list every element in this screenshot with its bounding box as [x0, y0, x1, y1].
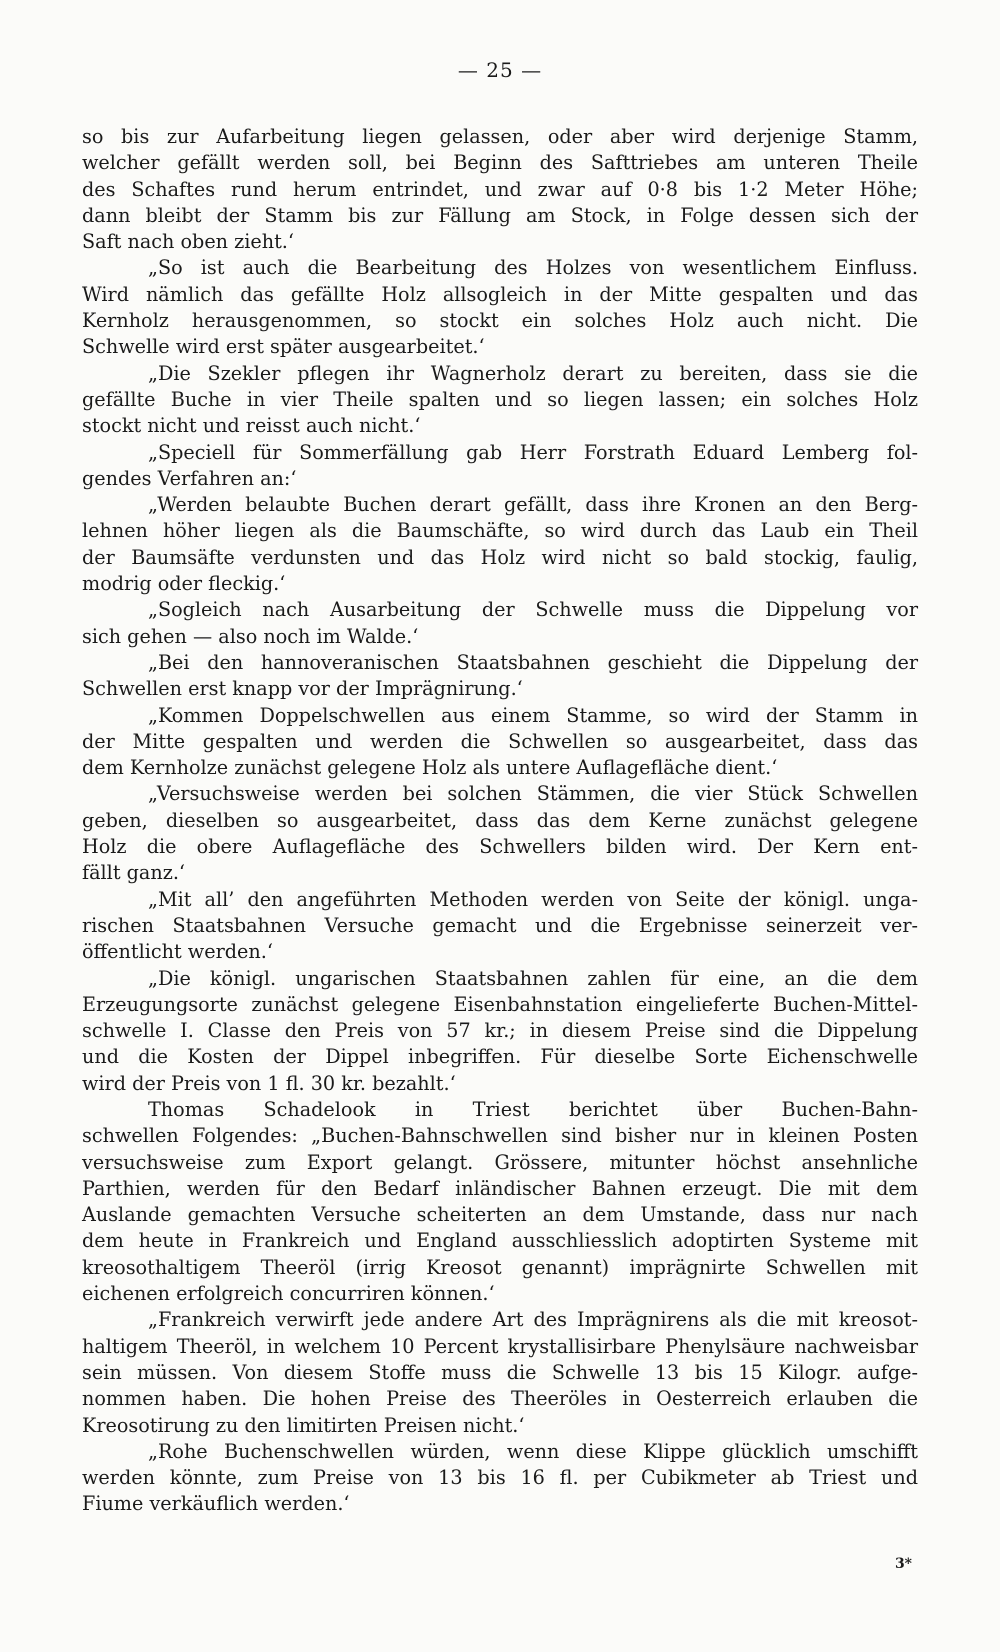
text-line: werden könnte, zum Preise von 13 bis 16 fl. per Cubikmeter ab Triest und [82, 1466, 918, 1490]
page-number: — 25 — [457, 58, 543, 82]
text-line: dann bleibt der Stamm bis zur Fällung am Stock, in Folge dessen sich der [82, 203, 918, 227]
text-line: „Mit all’ den angeführten Methoden werden von Seite der königl. unga- [148, 887, 918, 911]
text-line: Holz die obere Auflagefläche des Schwellers bilden wird. Der Kern ent- [82, 835, 918, 859]
text-line: gefällte Buche in vier Theile spalten und so liegen lassen; ein solches Holz [82, 387, 918, 411]
text-line: rischen Staatsbahnen Versuche gemacht und die Ergebnisse seinerzeit ver- [82, 913, 918, 937]
text-line: welcher gefällt werden soll, bei Beginn des Safttriebes am unteren Theile [82, 151, 918, 175]
text-line: der Baumsäfte verdunsten und das Holz wird nicht so bald stockig, faulig, [82, 545, 918, 569]
text-line: schwelle I. Classe den Preis von 57 kr.; in diesem Preise sind die Dippelung [82, 1019, 918, 1043]
text-line: „Die königl. ungarischen Staatsbahnen zahlen für eine, an die dem [148, 966, 918, 990]
text-line: eichenen erfolgreich concurriren können.‘ [82, 1282, 495, 1306]
text-line: geben, dieselben so ausgearbeitet, dass das dem Kerne zunächst gelegene [82, 808, 918, 832]
text-line: fällt ganz.‘ [82, 861, 186, 885]
text-line: gendes Verfahren an:‘ [82, 466, 297, 490]
text-line: Erzeugungsorte zunächst gelegene Eisenbahnstation eingelieferte Buchen-Mittel- [82, 992, 918, 1016]
text-line: und die Kosten der Dippel inbegriffen. Für dieselbe Sorte Eichenschwelle [82, 1045, 918, 1069]
text-line: kreosothaltigem Theeröl (irrig Kreosot genannt) imprägnirte Schwellen mit [82, 1255, 918, 1279]
text-line: „Die Szekler pflegen ihr Wagnerholz derart zu bereiten, dass sie die [148, 361, 918, 385]
text-line: lehnen höher liegen als die Baumschäfte, so wird durch das Laub ein Theil [82, 519, 918, 543]
text-line: Schwelle wird erst später ausgearbeitet.‘ [82, 335, 485, 359]
text-line: „Werden belaubte Buchen derart gefällt, dass ihre Kronen an den Berg- [148, 493, 918, 517]
text-line: Fiume verkäuflich werden.‘ [82, 1492, 350, 1516]
text-line: schwellen Folgendes: „Buchen-Bahnschwellen sind bisher nur in kleinen Posten [82, 1124, 918, 1148]
text-line: modrig oder fleckig.‘ [82, 572, 286, 596]
text-line: Schwellen erst knapp vor der Imprägnirung.‘ [82, 677, 523, 701]
text-line: Auslande gemachten Versuche scheiterten an dem Umstande, dass nur nach [82, 1203, 918, 1227]
text-line: Wird nämlich das gefällte Holz allsogleich in der Mitte gespalten und das [82, 282, 918, 306]
text-line: so bis zur Aufarbeitung liegen gelassen, oder aber wird derjenige Stamm, [82, 125, 918, 148]
text-line: sich gehen — also noch im Walde.‘ [82, 624, 419, 648]
text-line: der Mitte gespalten und werden die Schwellen so ausgearbeitet, dass das [82, 729, 918, 753]
text-line: sein müssen. Von diesem Stoffe muss die Schwelle 13 bis 15 Kilogr. aufge- [82, 1360, 918, 1384]
text-line: „Versuchsweise werden bei solchen Stämmen, die vier Stück Schwellen [148, 782, 918, 806]
signature-mark: 3* [894, 1556, 912, 1572]
text-line: „Rohe Buchenschwellen würden, wenn diese Klippe glücklich umschifft [148, 1439, 918, 1463]
text-line: Parthien, werden für den Bedarf inländischer Bahnen erzeugt. Die mit dem [82, 1176, 918, 1200]
text-line: Kernholz herausgenommen, so stockt ein solches Holz auch nicht. Die [82, 309, 918, 333]
text-line: versuchsweise zum Export gelangt. Grössere, mitunter höchst ansehnliche [82, 1150, 918, 1174]
text-line: haltigem Theeröl, in welchem 10 Percent krystallisirbare Phenylsäure nachweisbar [82, 1334, 918, 1358]
text-line: „Sogleich nach Ausarbeitung der Schwelle muss die Dippelung vor [148, 598, 918, 622]
text-line: öffentlicht werden.‘ [82, 940, 273, 964]
text-line: „Speciell für Sommerfällung gab Herr Forstrath Eduard Lemberg fol- [148, 440, 918, 464]
text-line: stockt nicht und reisst auch nicht.‘ [82, 414, 421, 438]
text-line: „Frankreich verwirft jede andere Art des Imprägnirens als die mit kreosot- [148, 1308, 918, 1332]
text-line: „Bei den hannoveranischen Staatsbahnen geschieht die Dippelung der [148, 650, 918, 674]
text-line: „Kommen Doppelschwellen aus einem Stamme, so wird der Stamm in [148, 703, 918, 727]
text-line: Saft nach oben zieht.‘ [82, 230, 295, 254]
text-line: Thomas Schadelook in Triest berichtet über Buchen-Bahn- [148, 1097, 918, 1121]
text-line: nommen haben. Die hohen Preise des Theeröles in Oesterreich erlauben die [82, 1387, 918, 1411]
text-line: dem Kernholze zunächst gelegene Holz als untere Auflagefläche dient.‘ [82, 756, 778, 780]
text-line: Kreosotirung zu den limitirten Preisen nicht.‘ [82, 1413, 525, 1437]
text-line: dem heute in Frankreich und England ausschliesslich adoptirten Systeme mit [82, 1229, 918, 1253]
text-line: „So ist auch die Bearbeitung des Holzes von wesentlichem Einfluss. [148, 256, 918, 280]
text-line: wird der Preis von 1 fl. 30 kr. bezahlt.‘ [82, 1071, 456, 1095]
body-text [82, 124, 918, 1518]
text-line: des Schaftes rund herum entrindet, und zwar auf 0·8 bis 1·2 Meter Höhe; [82, 177, 918, 201]
